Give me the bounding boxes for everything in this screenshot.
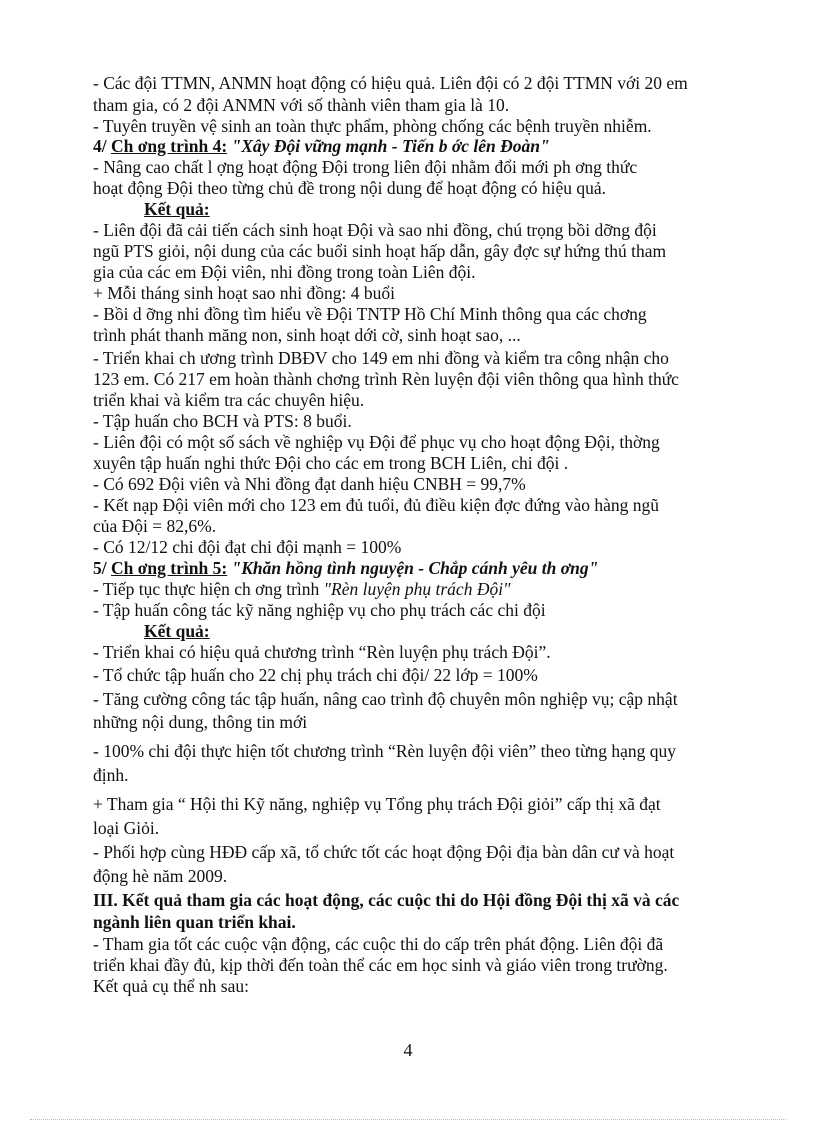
text-line: xuyên tập huấn nghi thức Đội cho các em trong BCH Liên, chi đội . [93,453,569,473]
text-line: - Tuyên truyền vệ sinh an toàn thực phẩm, phòng chống các bệnh truyền nhiễm. [93,116,652,136]
text-line: - Liên đội đã cải tiến cách sinh hoạt Đội và sao nhi đồng, chú trọng bồi dỡng đội [93,220,657,240]
text-line: ngũ PTS giỏi, nội dung của các buổi sinh hoạt hấp dẫn, gây đợc sự hứng thú tham [93,241,667,261]
text-line: triển khai và kiểm tra các chuyên hiệu. [93,390,365,410]
text-line: của Đội = 82,6%. [93,516,217,536]
text-line: - Phối hợp cùng HĐĐ cấp xã, tổ chức tốt các hoạt động Đội địa bàn dân cư và hoạt [93,842,675,862]
text-line: - Nâng cao chất l ợng hoạt động Đội trong liên đội nhằm đổi mới ph ơng thức [93,157,638,177]
text-line: - Triển khai ch ương trình DBĐV cho 149 em nhi đồng và kiểm tra công nhận cho [93,348,669,368]
text-line: 123 em. Có 217 em hoàn thành chơng trình Rèn luyện đội viên thông qua hình thức [93,369,679,389]
heading-program-4: 4/ Ch ơng trình 4: "Xây Đội vững mạnh - Tiến b ớc lên Đoàn" [93,136,550,156]
text-line: Kết quả cụ thể nh sau: [93,976,249,996]
text-line: - 100% chi đội thực hiện tốt chương trình “Rèn luyện đội viên” theo từng hạng quy [93,741,677,761]
text-line: động hè năm 2009. [93,866,228,886]
text-line: - Bồi d ỡng nhi đồng tìm hiểu về Đội TNTP Hồ Chí Minh thông qua các chơng [93,304,647,324]
text-line: loại Giỏi. [93,818,160,838]
text-line: - Tham gia tốt các cuộc vận động, các cuộc thi do cấp trên phát động. Liên đội đã [93,934,664,954]
text-line: + Tham gia “ Hội thi Kỹ năng, nghiệp vụ Tổng phụ trách Đội giỏi” cấp thị xã đạt [93,794,661,814]
text-line: - Các đội TTMN, ANMN hoạt động có hiệu quả. Liên đội có 2 đội TTMN với 20 em [93,73,688,93]
text-line: - Tập huấn cho BCH và PTS: 8 buổi. [93,411,352,431]
result-heading: Kết quả: [144,621,210,641]
text-line: - Tổ chức tập huấn cho 22 chị phụ trách chi đội/ 22 lớp = 100% [93,665,538,685]
text-line: những nội dung, thông tin mới [93,712,308,732]
text-line: - Kết nạp Đội viên mới cho 123 em đủ tuổi, đủ điều kiện đợc đứng vào hàng ngũ [93,495,660,515]
text-line: - Có 12/12 chi đội đạt chi đội mạnh = 100% [93,537,402,557]
text-line: gia của các em Đội viên, nhi đồng trong toàn Liên đội. [93,262,476,282]
text-line: + Mỗi tháng sinh hoạt sao nhi đồng: 4 buổi [93,283,396,303]
text-line: - Liên đội có một số sách về nghiệp vụ Đội để phục vụ cho hoạt động Đội, thờng [93,432,660,452]
text-line: hoạt động Đội theo từng chủ đề trong nội dung để hoạt động có hiệu quả. [93,178,607,198]
text-line: - Tăng cường công tác tập huấn, nâng cao trình độ chuyên môn nghiệp vụ; cập nhật [93,689,678,709]
page-number: 4 [403,1040,413,1060]
text-line: - Có 692 Đội viên và Nhi đồng đạt danh hiệu CNBH = 99,7% [93,474,526,494]
section-3-heading: ngành liên quan triển khai. [93,912,296,932]
footer-divider [30,1119,786,1120]
text-line: - Tiếp tục thực hiện ch ơng trình "Rèn luyện phụ trách Đội" [93,579,511,599]
section-3-heading: III. Kết quả tham gia các hoạt động, các cuộc thi do Hội đồng Đội thị xã và các [93,890,680,910]
text-line: - Triển khai có hiệu quả chương trình “Rèn luyện phụ trách Đội”. [93,642,551,662]
text-line: tham gia, có 2 đội ANMN với số thành viên tham gia là 10. [93,95,510,115]
text-line: triển khai đầy đủ, kịp thời đến toàn thể các em học sinh và giáo viên trong trường. [93,955,668,975]
text-line: định. [93,765,129,785]
text-line: trình phát thanh măng non, sinh hoạt dới cờ, sinh hoạt sao, ... [93,325,521,345]
heading-program-5: 5/ Ch ơng trình 5: "Khăn hồng tình nguyện - Chắp cánh yêu th ơng" [93,558,599,578]
text-line: - Tập huấn công tác kỹ năng nghiệp vụ cho phụ trách các chi đội [93,600,546,620]
result-heading: Kết quả: [144,199,210,219]
